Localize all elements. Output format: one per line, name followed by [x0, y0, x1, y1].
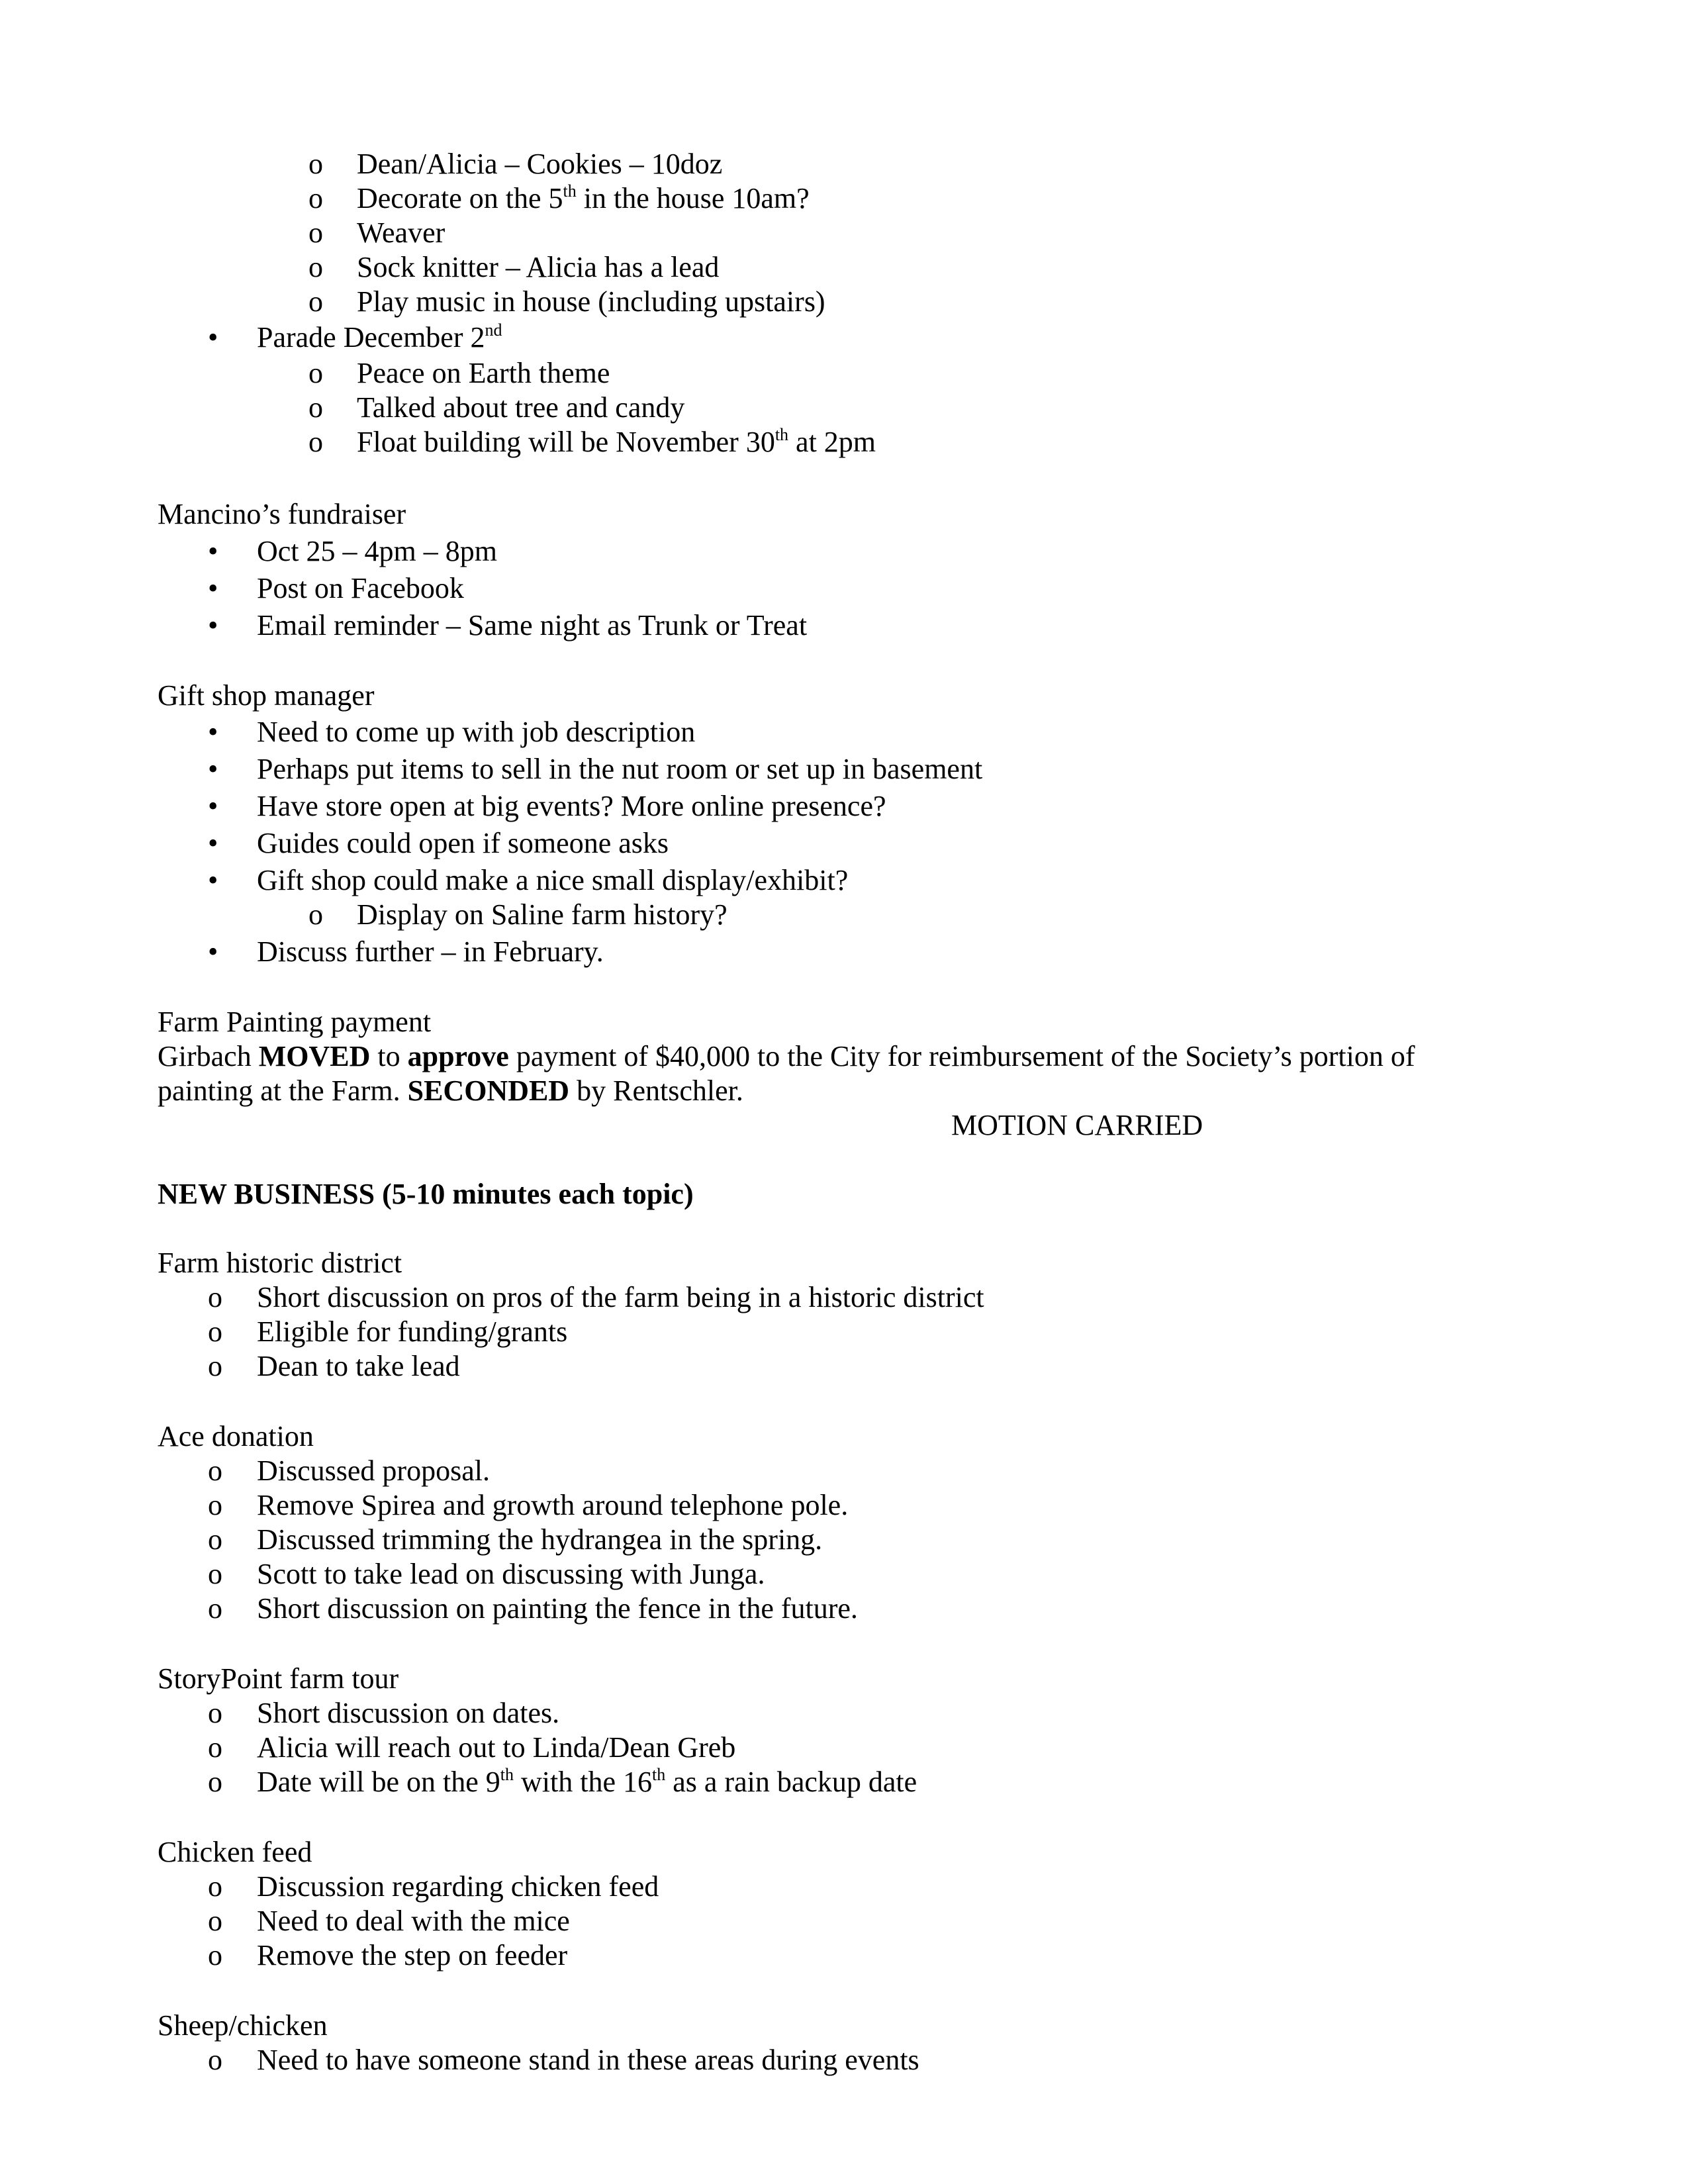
- section-heading: Mancino’s fundraiser: [158, 498, 406, 530]
- circle-bullet: o: [208, 1315, 222, 1348]
- circle-bullet: o: [308, 426, 323, 458]
- list-item: o Eligible for funding/grants: [208, 1315, 568, 1348]
- bullet: •: [208, 827, 218, 859]
- list-item: • Need to come up with job description: [208, 716, 696, 748]
- motion-text: painting at the Farm. SECONDED by Rentschler.: [158, 1074, 743, 1107]
- circle-bullet: o: [208, 1281, 222, 1313]
- list-item: • Guides could open if someone asks: [208, 827, 669, 859]
- list-item: • Discuss further – in February.: [208, 935, 604, 968]
- bullet: •: [208, 935, 218, 968]
- list-item: • Parade December 2nd: [208, 320, 502, 354]
- section-heading: Ace donation: [158, 1420, 314, 1452]
- circle-bullet: o: [208, 1697, 222, 1729]
- list-item: o Remove Spirea and growth around telephone pole.: [208, 1489, 849, 1521]
- motion-text: Girbach MOVED to approve payment of $40,000 to the City for reimbursement of the Society’s portion of: [158, 1040, 1415, 1072]
- list-item: o Discussed trimming the hydrangea in the spring.: [208, 1523, 823, 1556]
- list-item: o Discussed proposal.: [208, 1454, 490, 1487]
- circle-bullet: o: [308, 357, 323, 389]
- list-item: • Perhaps put items to sell in the nut room or set up in basement: [208, 753, 983, 785]
- list-item: • Post on Facebook: [208, 572, 464, 604]
- circle-bullet: o: [208, 1905, 222, 1937]
- section-heading: Gift shop manager: [158, 679, 375, 712]
- list-item: • Have store open at big events? More online presence?: [208, 790, 886, 822]
- circle-bullet: o: [308, 251, 323, 283]
- list-item: o Scott to take lead on discussing with Junga.: [208, 1558, 765, 1590]
- list-item: o Remove the step on feeder: [208, 1939, 568, 1971]
- list-item: o Discussion regarding chicken feed: [208, 1870, 659, 1903]
- list-item: o Peace on Earth theme: [308, 357, 610, 389]
- list-item: o Decorate on the 5th in the house 10am?: [308, 181, 810, 214]
- section-heading: StoryPoint farm tour: [158, 1662, 399, 1695]
- circle-bullet: o: [308, 216, 323, 249]
- section-heading: Farm Painting payment: [158, 1006, 432, 1038]
- list-item: o Weaver: [308, 216, 445, 249]
- circle-bullet: o: [308, 285, 323, 318]
- section-heading: Chicken feed: [158, 1836, 312, 1868]
- bullet: •: [208, 716, 218, 748]
- list-item: o Need to deal with the mice: [208, 1905, 570, 1937]
- list-item: o Short discussion on painting the fence in the future.: [208, 1592, 858, 1625]
- list-item: o Sock knitter – Alicia has a lead: [308, 251, 720, 283]
- circle-bullet: o: [208, 1558, 222, 1590]
- circle-bullet: o: [208, 1731, 222, 1764]
- list-item: o Display on Saline farm history?: [308, 898, 727, 931]
- circle-bullet: o: [208, 2044, 222, 2076]
- list-item: • Oct 25 – 4pm – 8pm: [208, 535, 497, 567]
- bullet: •: [208, 864, 218, 896]
- bullet: •: [208, 753, 218, 785]
- list-item: o Alicia will reach out to Linda/Dean Greb: [208, 1731, 736, 1764]
- list-item: o Play music in house (including upstairs): [308, 285, 825, 318]
- list-item: o Need to have someone stand in these areas during events: [208, 2044, 919, 2076]
- bullet: •: [208, 609, 218, 641]
- list-item: • Gift shop could make a nice small display/exhibit?: [208, 864, 849, 896]
- list-item: o Dean/Alicia – Cookies – 10doz: [308, 148, 723, 180]
- list-item: • Email reminder – Same night as Trunk or Treat: [208, 609, 808, 641]
- circle-bullet: o: [308, 182, 323, 214]
- circle-bullet: o: [208, 1766, 222, 1798]
- circle-bullet: o: [208, 1870, 222, 1903]
- circle-bullet: o: [308, 148, 323, 180]
- bullet: •: [208, 321, 218, 354]
- circle-bullet: o: [208, 1489, 222, 1521]
- list-item: o Dean to take lead: [208, 1350, 460, 1382]
- section-heading: Farm historic district: [158, 1247, 402, 1279]
- circle-bullet: o: [208, 1592, 222, 1625]
- bullet: •: [208, 572, 218, 604]
- circle-bullet: o: [308, 391, 323, 424]
- list-item: o Short discussion on dates.: [208, 1697, 560, 1729]
- bullet: •: [208, 535, 218, 567]
- circle-bullet: o: [208, 1454, 222, 1487]
- section-heading: Sheep/chicken: [158, 2009, 328, 2042]
- circle-bullet: o: [208, 1523, 222, 1556]
- list-item: o Date will be on the 9th with the 16th as a rain backup date: [208, 1765, 917, 1798]
- new-business-heading: NEW BUSINESS (5-10 minutes each topic): [158, 1178, 694, 1210]
- list-item: o Short discussion on pros of the farm being in a historic district: [208, 1281, 984, 1313]
- bullet: •: [208, 790, 218, 822]
- circle-bullet: o: [208, 1350, 222, 1382]
- list-item: o Talked about tree and candy: [308, 391, 685, 424]
- list-item: o Float building will be November 30th at 2pm: [308, 425, 876, 458]
- circle-bullet: o: [308, 898, 323, 931]
- circle-bullet: o: [208, 1939, 222, 1971]
- motion-result: MOTION CARRIED: [951, 1109, 1203, 1141]
